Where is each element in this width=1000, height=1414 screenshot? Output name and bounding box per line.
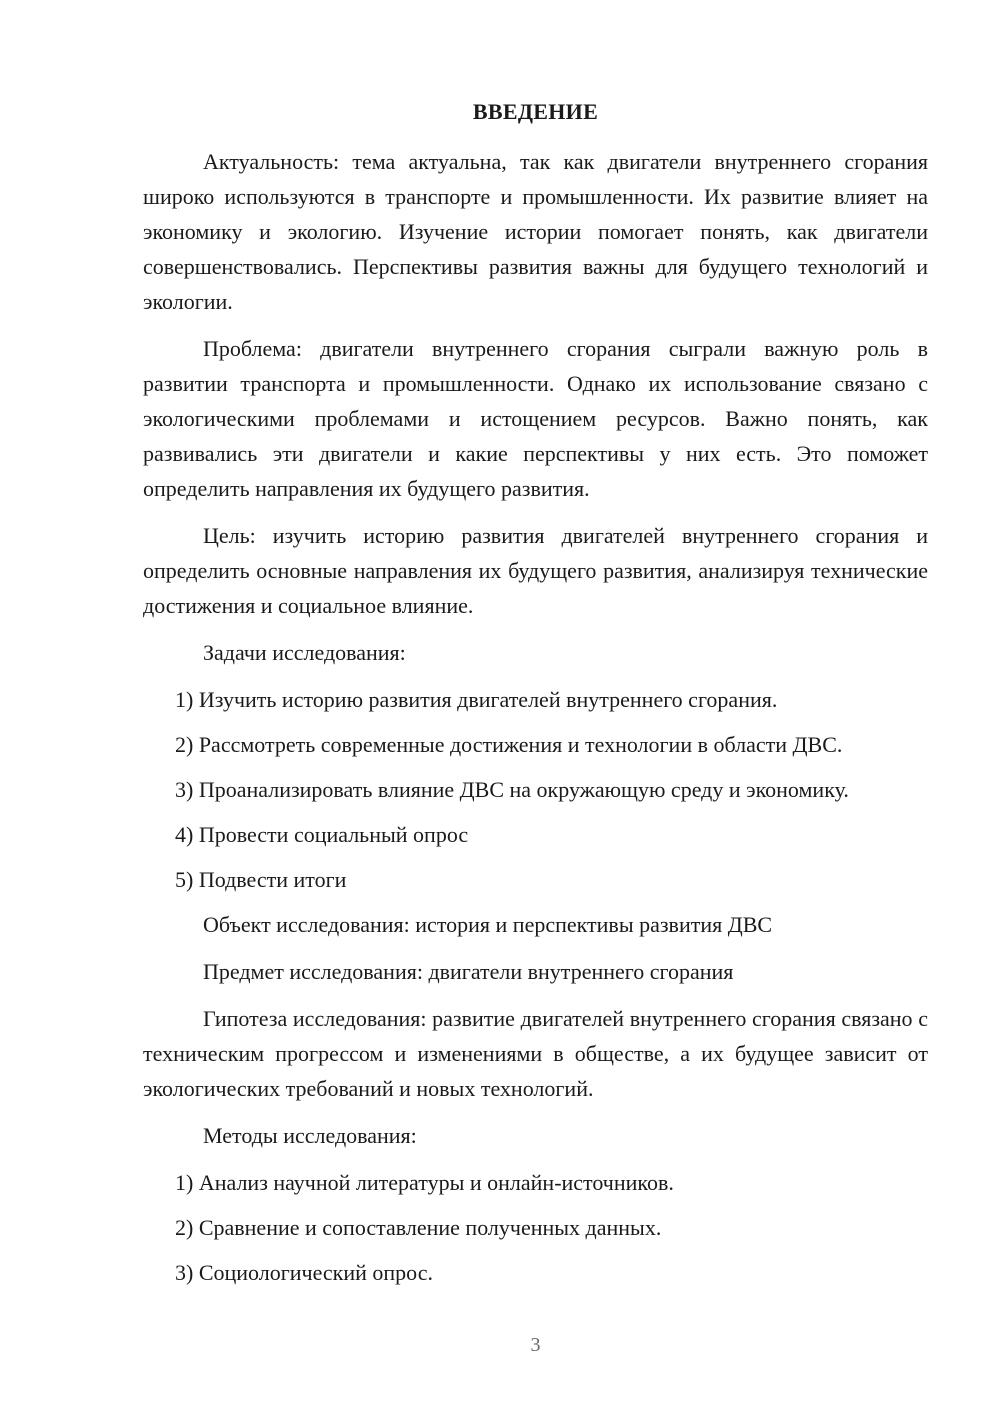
paragraph-object: Объект исследования: история и перспективы развития ДВС <box>203 912 773 937</box>
method-item-3: 3) Социологический опрос. <box>175 1260 433 1285</box>
method-item-1: 1) Анализ научной литературы и онлайн-источников. <box>175 1170 674 1195</box>
methods-heading: Методы исследования: <box>203 1123 417 1148</box>
method-item-2: 2) Сравнение и сопоставление полученных данных. <box>175 1215 662 1240</box>
paragraph-subject: Предмет исследования: двигатели внутреннего сгорания <box>203 959 734 984</box>
page-title: ВВЕДЕНИЕ <box>472 99 599 124</box>
page-number: 3 <box>530 1334 541 1356</box>
task-item-5: 5) Подвести итоги <box>175 867 347 892</box>
paragraph-problem: Проблема: двигатели внутреннего сгорания сыграли важную роль в развитии транспорта и промышленности. Однако их использование связано с экологическими проблемами и истощением ресурсов. Важно понять, как развивались эти двигатели и какие перспективы у них есть. Это поможет определить направления их будущего развития. <box>143 336 928 501</box>
tasks-heading: Задачи исследования: <box>203 640 406 665</box>
document-page <box>143 0 928 1414</box>
task-item-3: 3) Проанализировать влияние ДВС на окружающую среду и экономику. <box>175 777 849 802</box>
task-item-4: 4) Провести социальный опрос <box>175 822 469 847</box>
paragraph-goal: Цель: изучить историю развития двигателей внутреннего сгорания и определить основные направления их будущего развития, анализируя технические достижения и социальное влияние. <box>143 523 928 618</box>
document-body <box>143 144 928 1300</box>
paragraph-relevance: Актуальность: тема актуальна, так как двигатели внутреннего сгорания широко используются в транспорте и промышленности. Их развитие влияет на экономику и экологию. Изучение истории помогает понять, как двигатели совершенствовались. Перспективы развития важны для будущего технологий и экологии. <box>143 149 928 314</box>
paragraph-hypothesis: Гипотеза исследования: развитие двигателей внутреннего сгорания связано с техническим прогрессом и изменениями в обществе, а их будущее зависит от экологических требований и новых технологий. <box>143 1006 928 1101</box>
task-item-2: 2) Рассмотреть современные достижения и технологии в области ДВС. <box>175 732 843 757</box>
task-item-1: 1) Изучить историю развития двигателей внутреннего сгорания. <box>175 687 778 712</box>
